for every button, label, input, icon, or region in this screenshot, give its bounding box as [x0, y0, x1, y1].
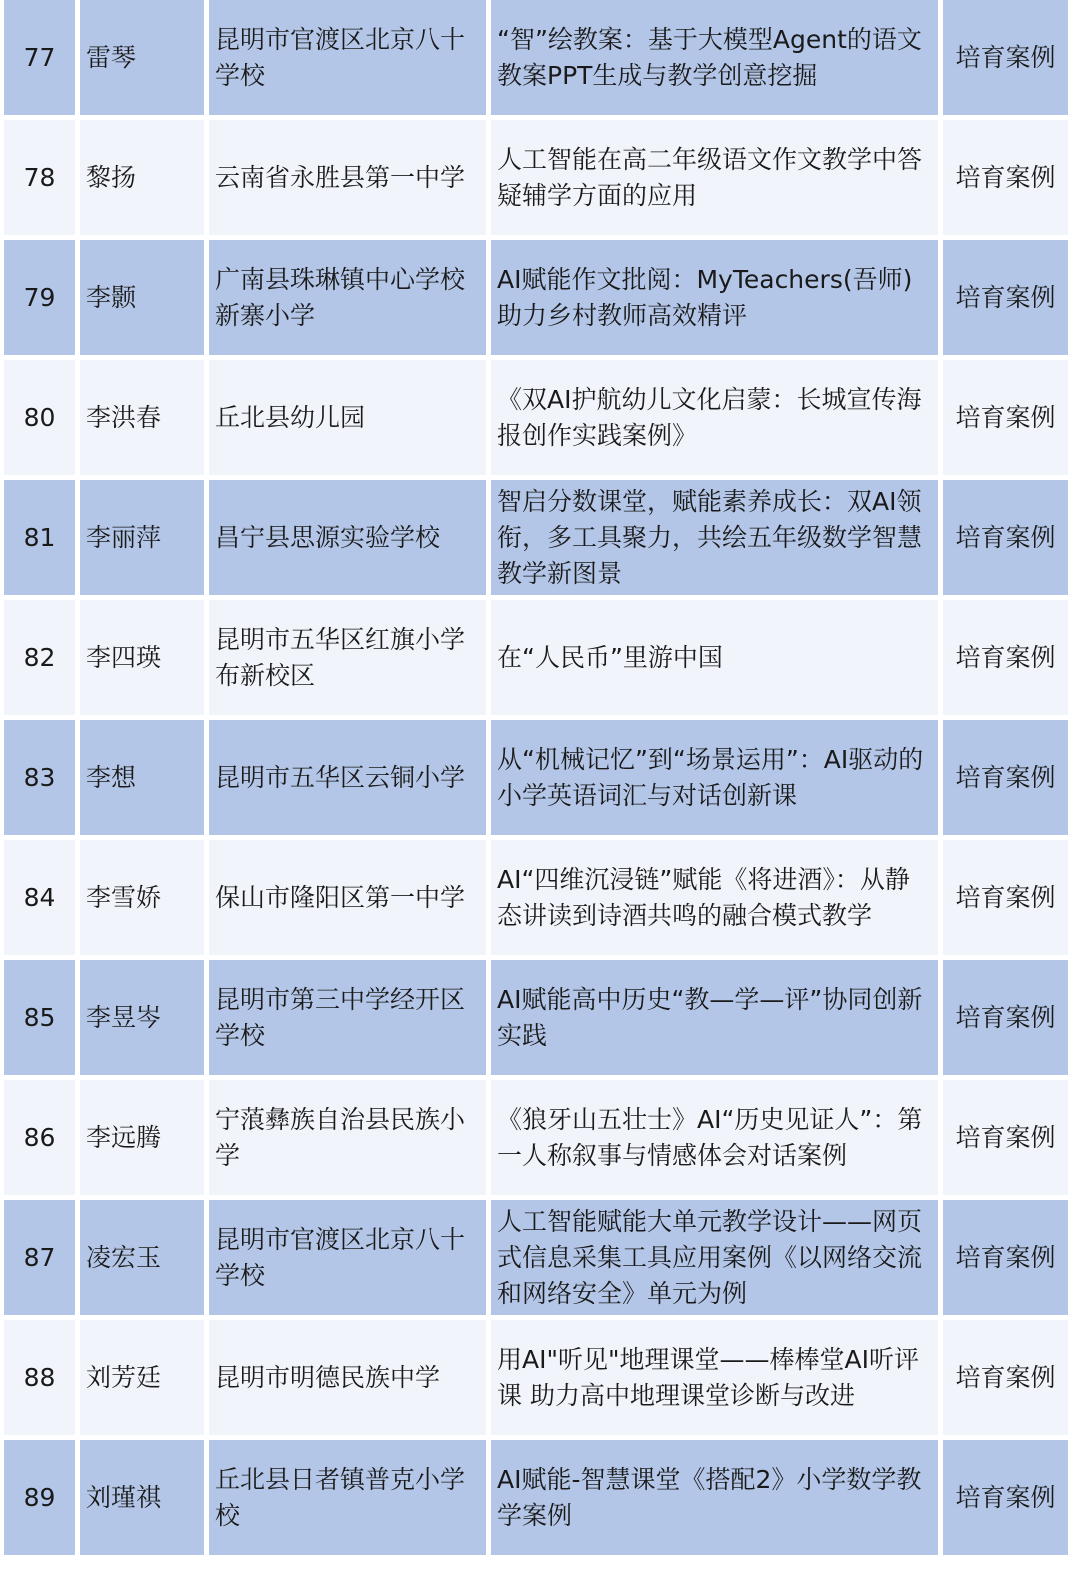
row-number: 83	[4, 720, 75, 835]
case-title: AI赋能作文批阅：MyTeachers(吾师)助力乡村教师高效精评	[491, 240, 938, 355]
case-type: 培育案例	[943, 1200, 1068, 1315]
row-number: 88	[4, 1320, 75, 1435]
case-type: 培育案例	[943, 120, 1068, 235]
row-number: 82	[4, 600, 75, 715]
case-title: 用AI"听见"地理课堂——棒棒堂AI听评课 助力高中地理课堂诊断与改进	[491, 1320, 938, 1435]
case-type: 培育案例	[943, 360, 1068, 475]
school-name: 昆明市官渡区北京八十学校	[209, 1200, 486, 1315]
table-row	[4, 240, 1068, 355]
teacher-name: 李颢	[80, 240, 204, 355]
table-row	[4, 960, 1068, 1075]
row-number: 81	[4, 480, 75, 595]
case-title: 人工智能赋能大单元教学设计——网页式信息采集工具应用案例《以网络交流和网络安全》单元为例	[491, 1200, 938, 1315]
row-number: 86	[4, 1080, 75, 1195]
row-number: 84	[4, 840, 75, 955]
school-name: 云南省永胜县第一中学	[209, 120, 486, 235]
teacher-name: 李丽萍	[80, 480, 204, 595]
case-title: AI赋能高中历史“教—学—评”协同创新实践	[491, 960, 938, 1075]
case-type: 培育案例	[943, 0, 1068, 115]
school-name: 保山市隆阳区第一中学	[209, 840, 486, 955]
case-title: AI赋能-智慧课堂《搭配2》小学数学教学案例	[491, 1440, 938, 1555]
teacher-name: 黎扬	[80, 120, 204, 235]
row-number: 79	[4, 240, 75, 355]
school-name: 昆明市官渡区北京八十学校	[209, 0, 486, 115]
case-type: 培育案例	[943, 480, 1068, 595]
case-title: 人工智能在高二年级语文作文教学中答疑辅学方面的应用	[491, 120, 938, 235]
row-number: 78	[4, 120, 75, 235]
school-name: 广南县珠琳镇中心学校新寨小学	[209, 240, 486, 355]
school-name: 丘北县日者镇普克小学校	[209, 1440, 486, 1555]
school-name: 宁蒗彝族自治县民族小学	[209, 1080, 486, 1195]
case-type: 培育案例	[943, 1080, 1068, 1195]
school-name: 昆明市第三中学经开区学校	[209, 960, 486, 1075]
teacher-name: 李四瑛	[80, 600, 204, 715]
case-type: 培育案例	[943, 1320, 1068, 1435]
case-type: 培育案例	[943, 840, 1068, 955]
table-row	[4, 360, 1068, 475]
school-name: 昆明市五华区云铜小学	[209, 720, 486, 835]
case-title: “智”绘教案：基于大模型Agent的语文教案PPT生成与教学创意挖掘	[491, 0, 938, 115]
row-number: 80	[4, 360, 75, 475]
case-title: AI“四维沉浸链”赋能《将进酒》：从静态讲读到诗酒共鸣的融合模式教学	[491, 840, 938, 955]
teacher-name: 雷琴	[80, 0, 204, 115]
table-row	[4, 600, 1068, 715]
school-name: 昆明市五华区红旗小学布新校区	[209, 600, 486, 715]
case-title: 智启分数课堂，赋能素养成长：双AI领衔，多工具聚力，共绘五年级数学智慧教学新图景	[491, 480, 938, 595]
teacher-name: 刘瑾祺	[80, 1440, 204, 1555]
teacher-name: 李昱岑	[80, 960, 204, 1075]
case-title: 从“机械记忆”到“场景运用”：AI驱动的小学英语词汇与对话创新课	[491, 720, 938, 835]
case-type: 培育案例	[943, 600, 1068, 715]
table-row	[4, 0, 1068, 115]
case-title: 《狼牙山五壮士》AI“历史见证人”：第一人称叙事与情感体会对话案例	[491, 1080, 938, 1195]
row-number: 89	[4, 1440, 75, 1555]
table-row	[4, 120, 1068, 235]
case-type: 培育案例	[943, 960, 1068, 1075]
table-row	[4, 720, 1068, 835]
case-type: 培育案例	[943, 720, 1068, 835]
teacher-name: 李想	[80, 720, 204, 835]
table-row	[4, 1320, 1068, 1435]
table-row	[4, 480, 1068, 595]
teacher-name: 李雪娇	[80, 840, 204, 955]
table-row	[4, 1200, 1068, 1315]
case-title: 在“人民币”里游中国	[491, 600, 938, 715]
school-name: 昆明市明德民族中学	[209, 1320, 486, 1435]
award-table	[4, 0, 1068, 1560]
teacher-name: 刘芳廷	[80, 1320, 204, 1435]
case-type: 培育案例	[943, 240, 1068, 355]
table-row	[4, 1080, 1068, 1195]
case-type: 培育案例	[943, 1440, 1068, 1555]
teacher-name: 李洪春	[80, 360, 204, 475]
school-name: 丘北县幼儿园	[209, 360, 486, 475]
school-name: 昌宁县思源实验学校	[209, 480, 486, 595]
case-title: 《双AI护航幼儿文化启蒙：长城宣传海报创作实践案例》	[491, 360, 938, 475]
table-row	[4, 840, 1068, 955]
row-number: 87	[4, 1200, 75, 1315]
table-row	[4, 1440, 1068, 1555]
teacher-name: 李远腾	[80, 1080, 204, 1195]
row-number: 85	[4, 960, 75, 1075]
teacher-name: 凌宏玉	[80, 1200, 204, 1315]
row-number: 77	[4, 0, 75, 115]
